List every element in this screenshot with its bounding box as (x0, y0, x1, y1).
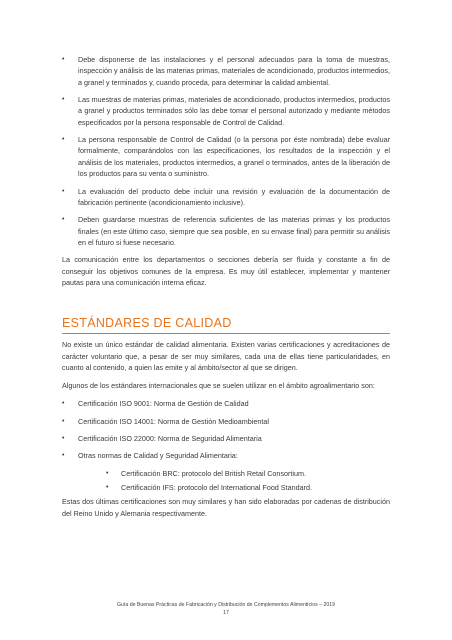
section-title: ESTÁNDARES DE CALIDAD (62, 316, 232, 331)
list-item-text: Certificación BRC: protocolo del British Retail Consortium. (121, 468, 306, 478)
bullet-icon: • (62, 216, 65, 224)
list-item-text: Otras normas de Calidad y Seguridad Alimentaria: (78, 451, 238, 461)
list-item-text: Las muestras de materias primas, materiales de acondicionado, productos intermedios, productos a granel y productos terminados sólo las debe tomar el personal autorizado y mediante métodos especificados por la persona responsable de Control de Calidad. (78, 95, 391, 127)
bullet-icon: • (106, 483, 109, 491)
list-item-text: Deben guardarse muestras de referencia suficientes de las materias primas y los productos finales (en este último caso, siempre que sea posible, en su envase final) para permitir su análisis en el futuro si fuese necesario. (78, 215, 390, 247)
list-item (62, 450, 390, 461)
list-item-text: La persona responsable de Control de Calidad (o la persona por éste nombrada) debe evaluar formalmente, comparándolos con las especificaciones, los resultados de la inspección y el análisis de los materiales, productos intermedios, a granel o terminados, antes de la liberación de los productos para su venta o suministro. (78, 135, 390, 179)
bullet-icon: • (62, 417, 65, 425)
paragraph-final: Estas dos últimas certificaciones son muy similares y han sido elaboradas por cadenas de distribución del Reino Unido y Alemania respectivamente. (62, 497, 390, 518)
list-item (62, 433, 390, 444)
bullet-icon: • (62, 435, 65, 443)
list-item-text: La evaluación del producto debe incluir una revisión y evaluación de la documentación de fabricación pertinente (acondicionamiento inclusive). (78, 186, 390, 207)
list-item (62, 134, 390, 179)
page-content (62, 54, 390, 526)
bullet-icon: • (62, 96, 65, 104)
page-footer (0, 601, 452, 617)
bullet-icon: • (106, 469, 109, 477)
list-item-text: Certificación ISO 22000: Norma de Seguridad Alimentaria (78, 434, 262, 444)
control-calidad-list (62, 54, 390, 248)
bullet-icon: • (62, 56, 65, 63)
list-item (62, 214, 390, 248)
list-item-text: Certificación ISO 14001: Norma de Gestión Medioambiental (78, 416, 269, 426)
list-item (62, 186, 390, 209)
sub-list-item (106, 482, 390, 493)
paragraph-comunicacion: La comunicación entre los departamentos o secciones debería ser fluida y constante a fin de conseguir los objetivos comunes de la empresa. Es muy útil establecer, implementar y mantener pautas para una comunicación interna eficaz. (62, 255, 390, 287)
paragraph-intro: No existe un único estándar de calidad alimentaria. Existen varias certificaciones y acreditaciones de carácter voluntario que, a pesar de ser muy similares, cada una de ellas tiene particularidades, en cuanto al contenido, a quien las emite y al ámbito/sector al que se dirigen. (62, 340, 390, 372)
list-item (62, 94, 390, 128)
bullet-icon: • (62, 400, 65, 408)
list-item (62, 398, 390, 409)
bullet-icon: • (62, 187, 65, 195)
paragraph-algunos: Algunos de los estándares internacionales que se suelen utilizar en el ámbito agroalimentario son: (62, 381, 375, 391)
list-item (62, 54, 390, 88)
list-item-text: Certificación ISO 9001: Norma de Gestión de Calidad (78, 399, 249, 409)
list-item (62, 416, 390, 427)
list-item-text: Debe disponerse de las instalaciones y el personal adecuados para la toma de muestras, inspección y análisis de las materias primas, materiales de acondicionado, productos intermedios, a granel y terminados y, cuando proceda, para determinar la calidad ambiental. (78, 55, 391, 87)
sub-list-item (106, 468, 390, 479)
bullet-icon: • (62, 452, 65, 460)
footer-title: Guía de Buenas Prácticas de Fabricación y Distribución de Complementos Alimenticios – 2019 (117, 602, 335, 608)
page-number: 17 (223, 610, 229, 616)
list-item-text: Certificación IFS: protocolo del International Food Standard. (121, 482, 312, 492)
standards-list (62, 398, 390, 493)
spacer (62, 295, 390, 315)
bullet-icon: • (62, 136, 65, 144)
section-divider (62, 333, 390, 334)
